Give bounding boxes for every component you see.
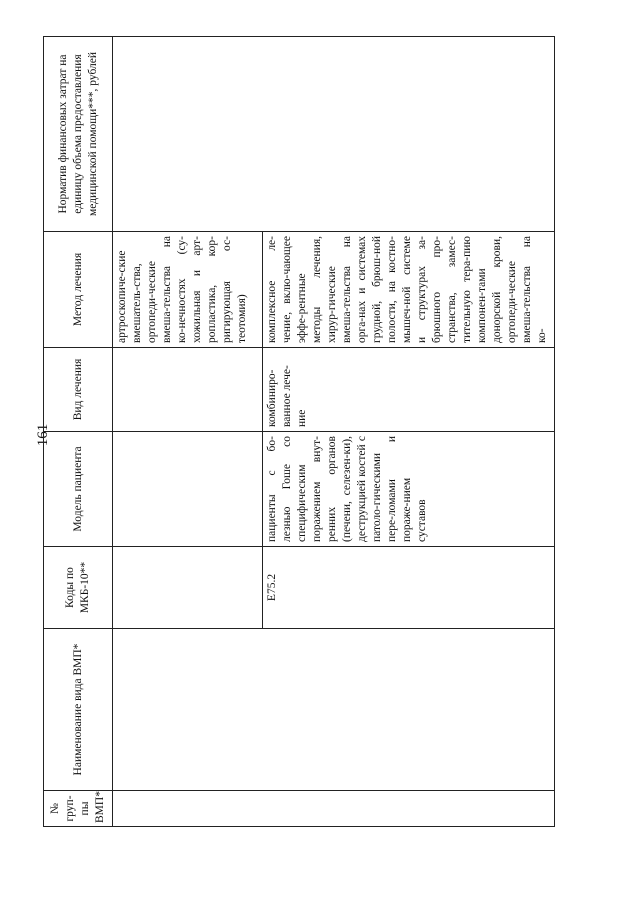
table-row [113, 37, 263, 827]
header-treatment-method: Метод лечения [44, 232, 113, 348]
header-vmp-name: Наименование вида ВМП* [44, 629, 113, 791]
header-group-no: № груп-пы ВМП* [44, 791, 113, 827]
cell-group-no [113, 791, 555, 827]
cell-treatment-type [113, 348, 263, 432]
cell-treatment-type: комбиниро-ванное лече-ние [263, 348, 555, 432]
cell-mkb-codes: E75.2 [263, 547, 555, 629]
header-row [44, 37, 113, 827]
header-cost-standard: Норматив финансовых затрат на единицу объема предоставления медицинской помощи***, рублей [44, 37, 113, 232]
cell-mkb-codes [113, 547, 263, 629]
cell-patient-model [113, 432, 263, 547]
cell-treatment-method: артроскопиче-ские вмешатель-ства, ортопеди-ческие вмеша-тельства на ко-нечностях (су-хожильная и арт-ропластика, кор-ригирующая ос-теотомия) [113, 232, 263, 348]
header-treatment-type: Вид лечения [44, 348, 113, 432]
cell-vmp-name [113, 629, 555, 791]
vmp-table [43, 36, 555, 827]
cell-treatment-method: комплексное ле-чение, вклю-чающее эффе-рентные методы лечения, хирур-гические вмеша-тельства на орга-нах и системах грудной, брюш-ной полости, на костно-мышеч-ной системе и структурах за-брюшного про-странства, замес-тительную тера-пию компонен-тами донорской крови, ортопеди-ческие вмеша-тельства на ко- [263, 232, 555, 348]
page-number: 161 [35, 423, 51, 447]
rotated-table-container [43, 37, 555, 827]
header-patient-model: Модель пациента [44, 432, 113, 547]
cell-patient-model: пациенты с бо-лезнью Гоше со специфическим поражением внут-ренних органов (печени, селезен-ки), деструкцией костей с патоло-гическими пере-ломами и пораже-нием суставов [263, 432, 555, 547]
cell-cost-standard [113, 37, 555, 232]
header-mkb-codes: Коды по МКБ-10** [44, 547, 113, 629]
